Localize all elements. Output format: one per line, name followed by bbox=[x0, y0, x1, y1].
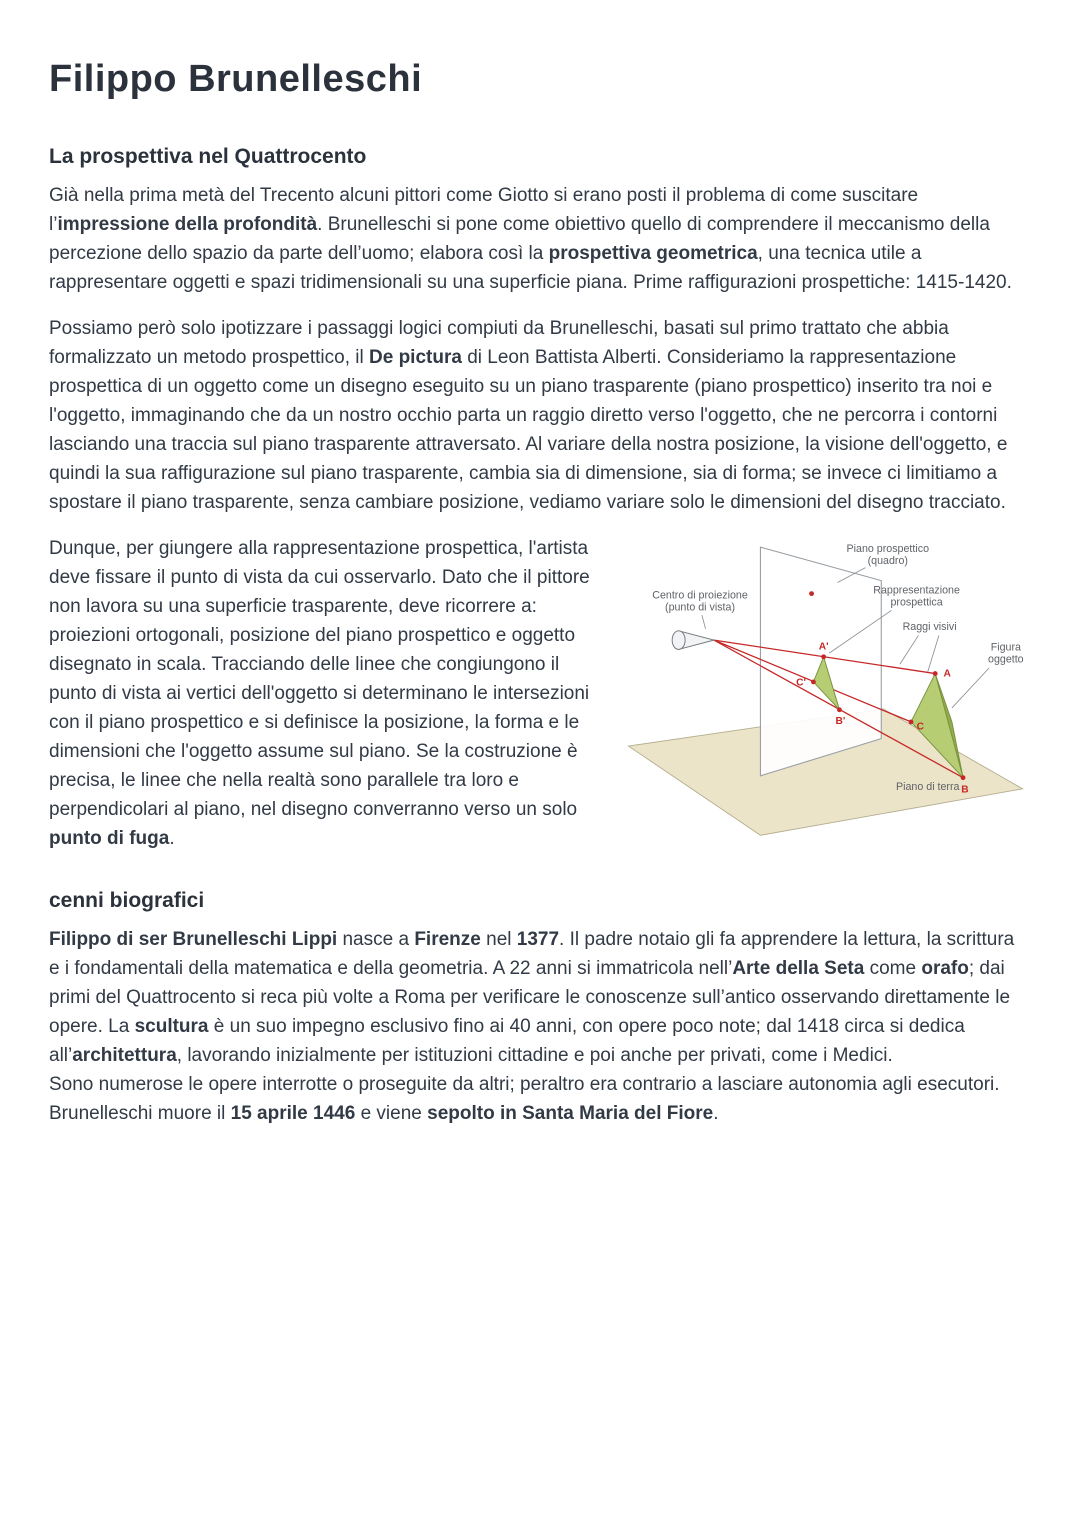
page-title: Filippo Brunelleschi bbox=[49, 58, 423, 100]
paragraph-construction bbox=[49, 534, 611, 853]
bold-text-segment: Arte della Seta bbox=[732, 958, 865, 979]
label-point-c: C bbox=[916, 721, 924, 733]
text-segment: Dunque, per giungere alla rappresentazione prospettica, l'artista deve fissare il punto di vista da cui osservarlo. Dato che il pittore non lavora su una superficie trasparente, deve ricorrere a: proiezioni ortogonali, posizione del piano prospettico e oggetto disegnato in scala. Tracciando delle linee che congiungono il punto di vista ai vertici dell'oggetto si determinano le intersezioni con il piano prospettico e si definisce la posizione, la forma e le dimensioni che l'oggetto assume sul piano. Se la costruzione è precisa, le linee che nella realtà sono parallele tra loro e perpendicolari al piano, nel disegno converranno verso un solo bbox=[49, 538, 590, 820]
point-c-proj bbox=[811, 680, 816, 685]
text-segment: ; dai primi del Quattrocento si reca più volte a Roma per verificare le conoscenze sull’antico osservando direttamente le opere. La bbox=[49, 958, 1011, 1037]
text-segment: nasce a bbox=[337, 929, 415, 950]
text-segment: , una tecnica utile a rappresentare oggetti e spazi tridimensionali su una superficie piana. Prime raffigurazioni prospettiche: 1415-1420. bbox=[49, 243, 1012, 293]
text-segment: , lavorando inizialmente per istituzioni cittadine e poi anche per privati, come i Medici. bbox=[176, 1045, 893, 1066]
text-segment: . Il padre notaio gli fa apprendere la lettura, la scrittura e i fondamentali della matematica e della geometria. A 22 anni si immatricola nell’ bbox=[49, 929, 1015, 979]
label-representation-1: Rappresentazione bbox=[873, 584, 960, 597]
point-b bbox=[961, 775, 966, 780]
principal-point-dot bbox=[809, 591, 814, 596]
viewpoint-eye-icon bbox=[672, 631, 714, 650]
section-biography bbox=[49, 889, 1030, 1128]
label-point-a-proj: A' bbox=[818, 641, 829, 653]
text-segment: Possiamo però solo ipotizzare i passaggi logici compiuti da Brunelleschi, basati sul primo trattato che abbia formalizzato un metodo prospettico, il bbox=[49, 318, 949, 368]
bold-text-segment: Filippo di ser Brunelleschi Lippi bbox=[49, 929, 338, 950]
text-segment: . Brunelleschi si pone come obiettivo quello di comprendere il meccanismo della percezione dello spazio da parte dell’uomo; elabora così la bbox=[49, 214, 990, 264]
text-segment: Sono numerose le opere interrotte o proseguite da altri; peraltro era contrario a lasciare autonomia agli esecutori. Brunelleschi muore il bbox=[49, 1074, 1000, 1124]
label-point-b-proj: B' bbox=[835, 715, 846, 727]
label-projection-center-2: (punto di vista) bbox=[665, 601, 736, 614]
bold-text-segment: De pictura bbox=[369, 347, 462, 368]
label-projection-center-1: Centro di proiezione bbox=[652, 589, 748, 602]
picture-plane-shape bbox=[760, 547, 881, 776]
label-figure-1: Figura bbox=[990, 641, 1021, 654]
text-segment: e viene bbox=[355, 1103, 428, 1124]
label-ground-plane: Piano di terra bbox=[896, 780, 960, 793]
label-point-c-proj: C' bbox=[796, 677, 806, 689]
paragraph-intro bbox=[49, 181, 1030, 297]
bold-text-segment: impressione della profondità bbox=[57, 214, 318, 235]
text-segment: . bbox=[713, 1103, 719, 1124]
bold-text-segment: architettura bbox=[72, 1045, 177, 1066]
bold-text-segment: scultura bbox=[134, 1016, 209, 1037]
bold-text-segment: orafo bbox=[921, 958, 969, 979]
bold-text-segment: sepolto in Santa Maria del Fiore bbox=[427, 1103, 714, 1124]
label-picture-plane-sub: (quadro) bbox=[867, 554, 908, 567]
label-visual-rays: Raggi visivi bbox=[902, 620, 957, 633]
bold-text-segment: 1377 bbox=[516, 929, 560, 950]
text-segment: come bbox=[864, 958, 922, 979]
label-point-a: A bbox=[943, 668, 951, 680]
text-and-diagram-row bbox=[49, 534, 1030, 853]
leader-center bbox=[702, 615, 706, 629]
heading-perspective: La prospettiva nel Quattrocento bbox=[49, 145, 367, 168]
bold-text-segment: punto di fuga bbox=[49, 828, 170, 849]
point-c bbox=[909, 719, 914, 724]
eye-lens bbox=[672, 631, 685, 650]
point-a-proj bbox=[821, 654, 826, 659]
paragraph-bio-1 bbox=[49, 925, 1030, 1070]
label-picture-plane: Piano prospettico bbox=[846, 542, 930, 555]
paragraph-bio-2 bbox=[49, 1070, 1030, 1128]
heading-biography: cenni biografici bbox=[49, 889, 205, 912]
label-figure-2: oggetto bbox=[988, 653, 1024, 666]
leader-rays-2 bbox=[928, 635, 939, 671]
bold-text-segment: prospettiva geometrica bbox=[548, 243, 758, 264]
text-segment: Già nella prima metà del Trecento alcuni pittori come Giotto si erano posti il problema di come suscitare l’ bbox=[49, 185, 919, 235]
section-perspective bbox=[49, 145, 1030, 853]
text-segment: . bbox=[169, 828, 175, 849]
leader-figure bbox=[952, 668, 989, 708]
text-segment: nel bbox=[480, 929, 517, 950]
bold-text-segment: 15 aprile 1446 bbox=[230, 1103, 356, 1124]
label-representation-2: prospettica bbox=[890, 596, 943, 609]
label-point-b: B bbox=[961, 784, 969, 796]
point-a bbox=[933, 671, 938, 676]
text-segment: è un suo impegno esclusivo fino ai 40 anni, con opere poco note; dal 1418 circa si dedica all’ bbox=[49, 1016, 965, 1066]
perspective-diagram bbox=[621, 536, 1030, 852]
point-b-proj bbox=[837, 707, 842, 712]
paragraph-method bbox=[49, 314, 1030, 517]
bold-text-segment: Firenze bbox=[414, 929, 481, 950]
leader-rays-1 bbox=[900, 635, 919, 664]
text-segment: di Leon Battista Alberti. Consideriamo la rappresentazione prospettica di un oggetto come un disegno eseguito su un piano trasparente (piano prospettico) inserito tra noi e l'oggetto, immaginando che da un nostro occhio parta un raggio diretto verso l'oggetto, che ne percorra i contorni lasciando una traccia sul piano trasparente attraversato. Al variare della nostra posizione, la visione dell'oggetto, e quindi la sua raffigurazione sul piano trasparente, cambia sia di dimensione, sia di forma; se invece ci limitiamo a spostare il piano trasparente, senza cambiare posizione, vediamo variare solo le dimensioni del disegno tracciato. bbox=[49, 347, 1008, 513]
perspective-diagram-svg bbox=[621, 536, 1030, 852]
